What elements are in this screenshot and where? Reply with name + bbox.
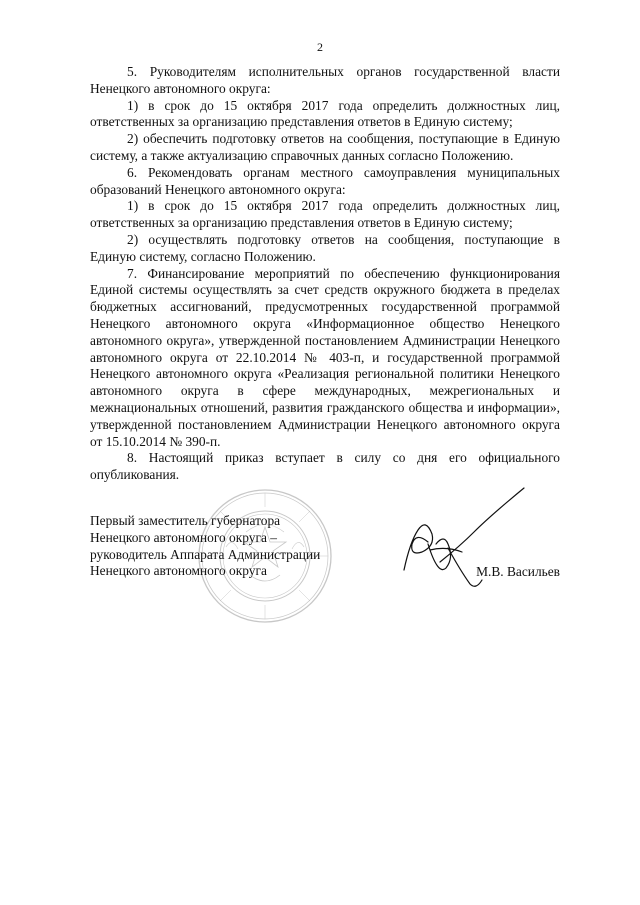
paragraph-7: 7. Финансирование мероприятий по обеспечению функционирования Единой системы осуществлять за счет средств окружного бюджета в пределах бюджетных ассигнований, предусмотренных государственной программой Ненецкого автономного округа «Информационное общество Ненецкого автономного округа», утвержденной постановлением Администрации Ненецкого автономного округа от 22.10.2014 № 403-п, и государственной программой Ненецкого автономного округа «Реализация региональной политики Ненецкого автономного округа в сфере международных, межрегиональных и межнациональных отношений, развития гражданского общества и информации», утвержденной постановлением Администрации Ненецкого автономного округа от 15.10.2014 № 390-п.: [90, 265, 560, 449]
page-number: 2: [317, 40, 323, 54]
signatory-title-line: Первый заместитель губернатора: [90, 513, 281, 528]
signatory-name: М.В. Васильев: [476, 564, 560, 579]
signatory-title-line: Ненецкого автономного округа: [90, 563, 267, 579]
paragraph-5: 5. Руководителям исполнительных органов государственной власти Ненецкого автономного округа:: [90, 64, 560, 96]
paragraph-5-1: 1) в срок до 15 октября 2017 года определить должностных лиц, ответственных за организацию представления ответов в Единую систему;: [90, 97, 560, 130]
signatory-title-line: Ненецкого автономного округа –: [90, 529, 277, 545]
paragraph-6-1: 1) в срок до 15 октября 2017 года определить должностных лиц, ответственных за организацию представления ответов в Единую систему;: [90, 198, 560, 231]
signatory-title-line: руководитель Аппарата Администрации: [90, 546, 321, 562]
paragraph-8: 8. Настоящий приказ вступает в силу со дня его официального опубликования.: [90, 450, 560, 483]
paragraph-6-2: 2) осуществлять подготовку ответов на сообщения, поступающие в Единую систему, согласно Положению.: [90, 231, 560, 264]
order-body: [90, 64, 560, 484]
signatory-title: [90, 513, 340, 580]
paragraph-6: 6. Рекомендовать органам местного самоуправления муниципальных образований Ненецкого автономного округа:: [90, 164, 560, 197]
paragraph-5-2: 2) обеспечить подготовку ответов на сообщения, поступающие в Единую систему, а также актуализацию справочных данных согласно Положению.: [90, 131, 560, 163]
